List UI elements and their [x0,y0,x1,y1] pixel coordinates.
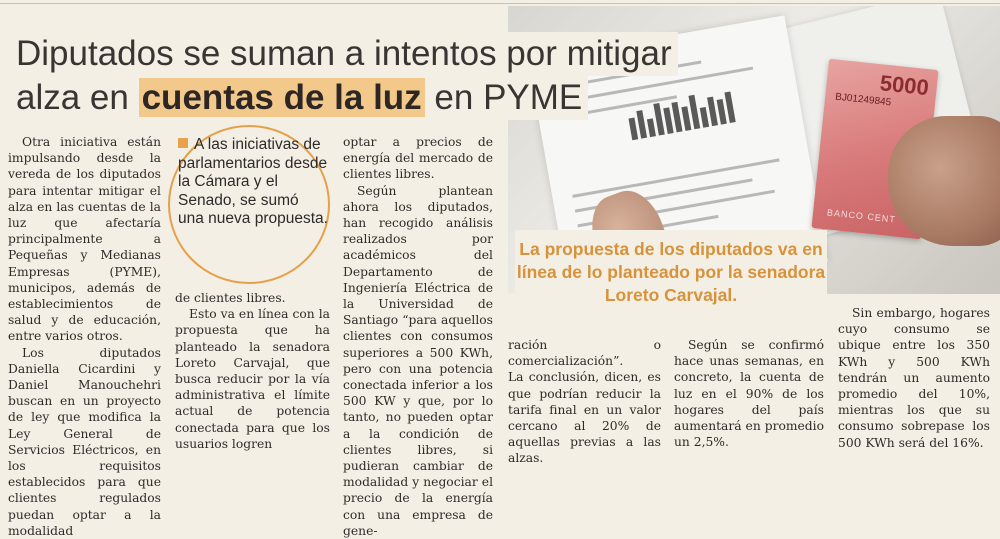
paragraph-continued: de clientes libres. [175,291,286,305]
headline-suffix: en PYME [424,78,583,117]
pull-quote: La propuesta de los diputados va en línea de lo planteado por la senadora Loreto Carvajal. [515,230,827,328]
paragraph-continued: ración o comercialización”. [508,338,661,369]
column-6 [838,305,990,451]
top-rule [0,3,1000,4]
headline-highlight: cuentas de la luz [139,78,425,117]
banknote-serial: BJ01249845 [834,91,892,109]
column-2 [175,290,330,452]
callout [178,136,328,229]
paragraph: Esto va en línea con la propuesta que ha planteado la senadora Loreto Carvajal, que busca reducir por la vía administrativa el límite actual de potencia conectada para que los usuarios logren [175,307,330,451]
headline-line-2 [10,76,588,120]
paragraph: Según plantean ahora los diputados, han recogido análisis realizados por académicos del Departamento de Ingeniería Eléctrica de la Universidad de Santiago “para aquellos clientes con consumos superiores a 500 KWh, pero con una potencia conectada inferior a los 500 KW y que, por lo tanto, no pueden optar a la condición de clientes libres, si pudieran cambiar de modalidad y negociar el precio de la energía con una empresa de gene- [343,183,493,538]
paragraph: Según se confirmó hace unas semanas, en concreto, la cuenta de luz en el 90% de los hogares del país aumentará en promedio un 2,5%. [674,338,824,450]
paragraph: La conclusión, dicen, es que podrían reducir la tarifa final en un valor cercano al 20% de aquellas previas a las alzas. [508,370,661,466]
column-3 [343,134,493,539]
headline [10,32,678,120]
paragraph: Sin embargo, hogares cuyo consumo se ubique entre los 350 KWh y 500 KWh tendrán un aumento promedio del 10%, mientras los que su consumo sobrepase los 500 KWh será del 16%. [838,306,990,450]
paragraph-continued: optar a precios de energía del mercado de clientes libres. [343,135,493,182]
column-4 [508,337,661,467]
headline-line-1: Diputados se suman a intentos por mitigar [10,32,678,76]
column-5 [674,337,824,450]
square-bullet-icon [178,138,188,148]
paragraph: Otra iniciativa están impulsando desde la vereda de los diputados para intentar mitigar el alza en las cuentas de la luz que afectaría principalmente a Pequeñas y Medianas Empresas (PYME), municipos, además de establecimientos de salud y de educación, entre varios otros. [8,135,161,344]
headline-prefix: alza en [16,78,139,117]
banknote-bank: BANCO CENT [826,207,897,225]
column-1 [8,134,161,539]
paragraph: Los diputados Daniella Cicardini y Daniel Manouchehri buscan en un proyecto de ley que modifica la Ley General de Servicios Eléctricos, en los requisitos establecidos para que clientes regulados puedan optar a la modalidad [8,345,161,538]
banknote-value: 5000 [878,70,931,101]
callout-text: A las iniciativas de parlamentarios desde la Cámara y el Senado, se sumó una nueva propuesta. [178,136,328,227]
